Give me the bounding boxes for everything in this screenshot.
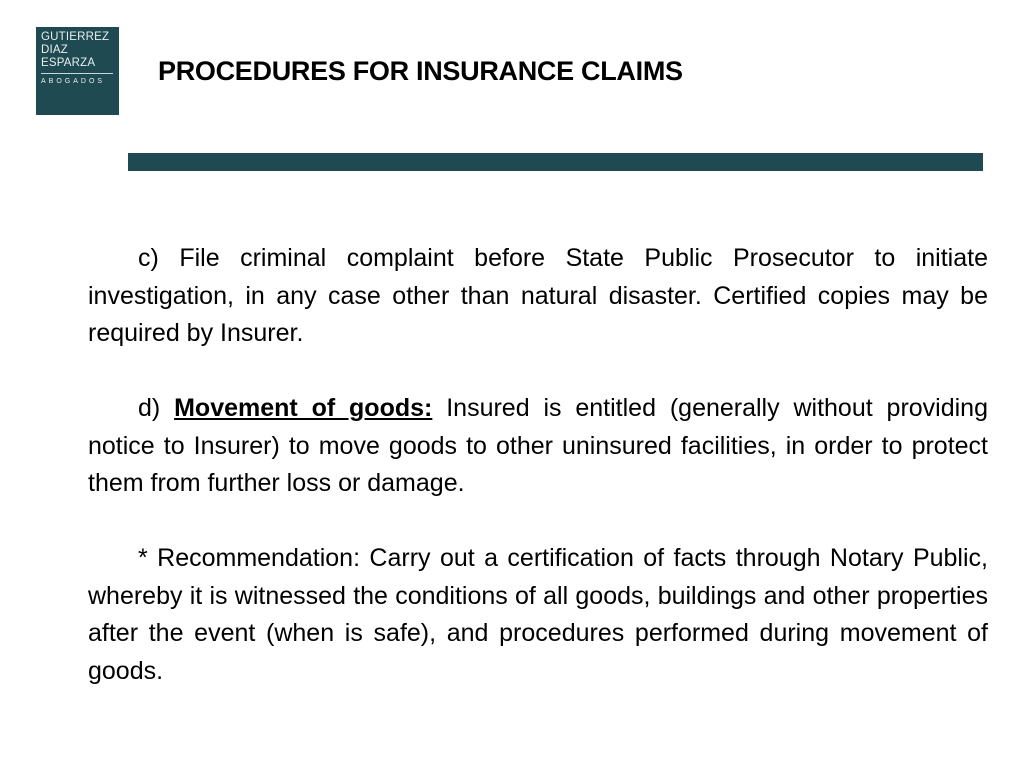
- paragraph-c: [88, 240, 988, 353]
- firm-logo: [36, 27, 119, 115]
- logo-subtitle: ABOGADOS: [41, 78, 106, 85]
- paragraph-d-text: Insured is entitled (generally without providing notice to Insurer) to move goods to other uninsured facilities, in order to protect them from further loss or damage.: [88, 394, 988, 497]
- logo-line-2: DIAZ: [41, 44, 68, 56]
- paragraph-c-text: c) File criminal complaint before State Public Prosecutor to initiate investigation, in any case other than natural disaster. Certified copies may be required by Insurer.: [88, 244, 988, 347]
- paragraph-d-heading: Movement of goods:: [174, 394, 433, 422]
- paragraph-recommendation: [88, 540, 988, 690]
- recommendation-text: * Recommendation: Carry out a certification of facts through Notary Public, whereby it is witnessed the conditions of all goods, buildings and other properties after the event (when is safe), and procedures performed during movement of goods.: [88, 544, 988, 685]
- title-underline-bar: [128, 153, 983, 171]
- slide-body: [88, 240, 988, 690]
- logo-line-3: ESPARZA: [41, 57, 96, 69]
- logo-divider: [41, 73, 113, 74]
- paragraph-d-prefix: d): [138, 394, 175, 422]
- logo-line-1: GUTIERREZ: [41, 31, 110, 43]
- paragraph-d: [88, 390, 988, 503]
- slide-title: PROCEDURES FOR INSURANCE CLAIMS: [158, 56, 683, 86]
